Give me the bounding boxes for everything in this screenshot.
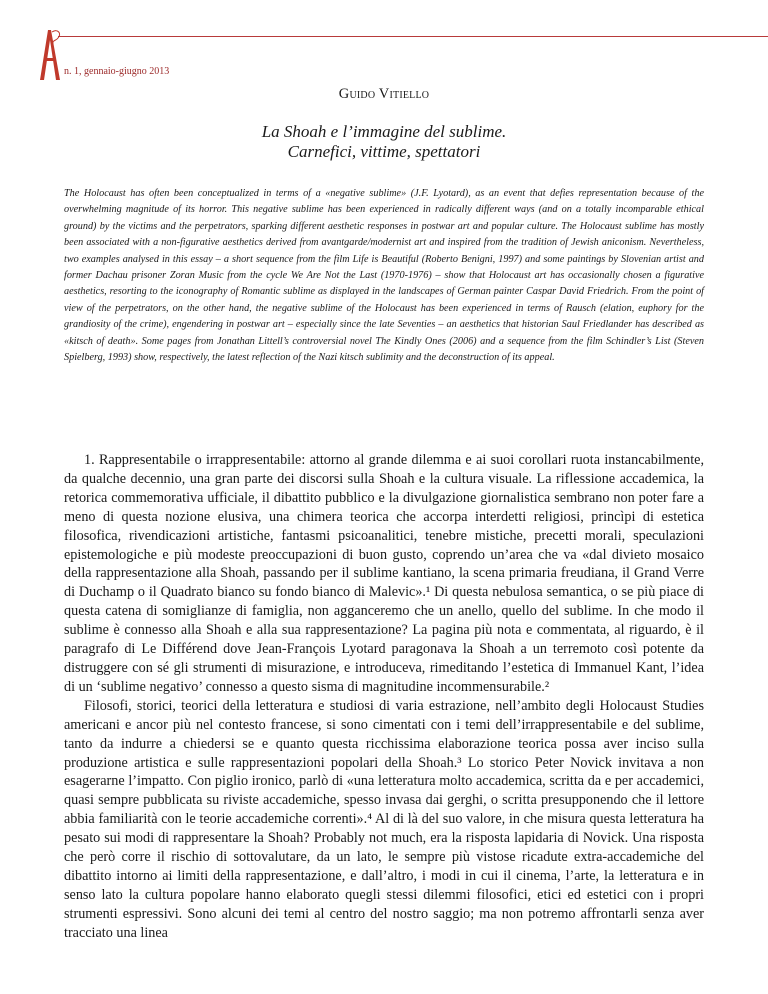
title-line-1: La Shoah e l’immagine del sublime. bbox=[261, 122, 507, 141]
issue-label: n. 1, gennaio-giugno 2013 bbox=[64, 66, 170, 77]
article-author: Guido Vitiello bbox=[338, 86, 430, 102]
abstract: The Holocaust has often been conceptualized in terms of a «negative sublime» (J.F. Lyotard), as an event that defies representation because of the overwhelming magnitude of its horror. This negative sublime has been experienced in radically different ways (and on a totally incomparable ethical ground) by the victims and the perpetrators, sparking different aesthetic responses in postwar art and popular culture. The Holocaust sublime has mostly been associated with a non-figurative aesthetics derived from avantgarde/modernist art and inspired from the tradition of Jewish aniconism. Nevertheless, two examples analysed in this essay – a short sequence from the film Life is Beautiful (Roberto Benigni, 1997) and some paintings by Slovenian artist and former Dachau prisoner Zoran Music from the cycle We Are Not the Last (1970-1976) – show that Holocaust art has occasionally chosen a figurative aesthetics, resorting to the iconography of Romantic sublime as displayed in the landscapes of German painter Caspar David Friedrich. From the point of view of the perpetrators, on the other hand, the negative sublime of the Holocaust has been experienced in terms of Rausch (elation, euphory for the grandiosity of the crime), engendering in postwar art – especially since the late Seventies – an aesthetics that historian Saul Friedlander has described as «kitsch of death». Some pages from Jonathan Littell’s controversial novel The Kindly Ones (2006) and a sequence from the film Schindler’s List (Steven Spielberg, 1993) show, respectively, the latest reflection of the Nazi kitsch sublimity and the deconstruction of its appeal. bbox=[64, 188, 704, 364]
article-body bbox=[64, 451, 704, 943]
journal-logo-icon bbox=[38, 26, 64, 82]
body-paragraph-1: 1. Rappresentabile o irrappresentabile: attorno al grande dilemma e ai suoi corollari ruota instancabilmente, da qualche decennio, una gran parte dei discorsi sulla Shoah e la cultura visuale. La riflessione accademica, la retorica commemorativa ufficiale, il dibattito pubblico e la divulgazione giornalistica sembrano non poter fare a meno di questa nozione elusiva, una chimera teorica che accorpa interdetti religiosi, princìpi di estetica filosofica, rivendicazioni artistiche, fantasmi psicoanalitici, tenebre mistiche, precetti morali, speculazioni epistemologiche e più modeste preoccupazioni di buon gusto, coprendo un’area che va «dal divieto mosaico della rappresentazione alla Shoah, passando per il sublime kantiano, la scena primaria freudiana, il Grand Verre di Duchamp o il Quadrato bianco su fondo bianco di Malevic».¹ Di questa nebulosa semantica, o se più piace di questa catena di somiglianze di famiglia, non agganceremo che un anello, quello del sublime. In che modo il sublime è connesso alla Shoah e alla sua rappresentazione? La pagina più nota e commentata, al riguardo, è il paragrafo di Le Différend dove Jean-François Lyotard paragonava la Shoah a un terremoto così potente da distruggere con sé gli strumenti di misurazione, e introduceva, rimeditando l’estetica di Immanuel Kant, l’idea di un ‘sublime negativo’ connesso a questo sisma di magnitudine incommensurabile.² bbox=[64, 452, 704, 695]
header-rule bbox=[58, 36, 768, 37]
title-line-2: Carnefici, vittime, spettatori bbox=[287, 142, 481, 161]
article-title bbox=[0, 122, 768, 162]
body-paragraph-2: Filosofi, storici, teorici della letteratura e studiosi di varia estrazione, nell’ambito degli Holocaust Studies americani e ancor più nel contesto francese, si sono cimentati con i temi dell’irrappresentabile e del sublime, tanto da indurre a chiedersi se e quanto questa ricchissima elaborazione teorica possa aver inciso sulla produzione artistica e sulle rappresentazioni popolari della Shoah.³ Lo storico Peter Novick invitava a non esagerarne l’impatto. Con piglio ironico, parlò di «una letteratura molto accademica, scritta da e per accademici, quasi sempre pubblicata su riviste accademiche, spesso invasa dai gerghi, o scritta presupponendo che il lettore abbia familiarità con le teorie accademiche correnti».⁴ Al di là del suo valore, in che misura questa letteratura ha pesato sui modi di rappresentare la Shoah? Probably not much, era la risposta lapidaria di Novick. Una risposta che però corre il rischio di sottovalutare, da un lato, le sempre più vistose ricadute extra-accademiche del dibattito intorno ai limiti della rappresentazione, e dall’altro, i modi in cui il cinema, l’arte, la letteratura e in senso lato la cultura popolare hanno elaborato quegli stessi dilemmi filosofici, etici ed estetici con i propri strumenti espressivi. Sono alcuni dei temi al centro del nostro saggio; ma non potremo affrontarli senza aver tracciato una linea bbox=[64, 697, 704, 941]
